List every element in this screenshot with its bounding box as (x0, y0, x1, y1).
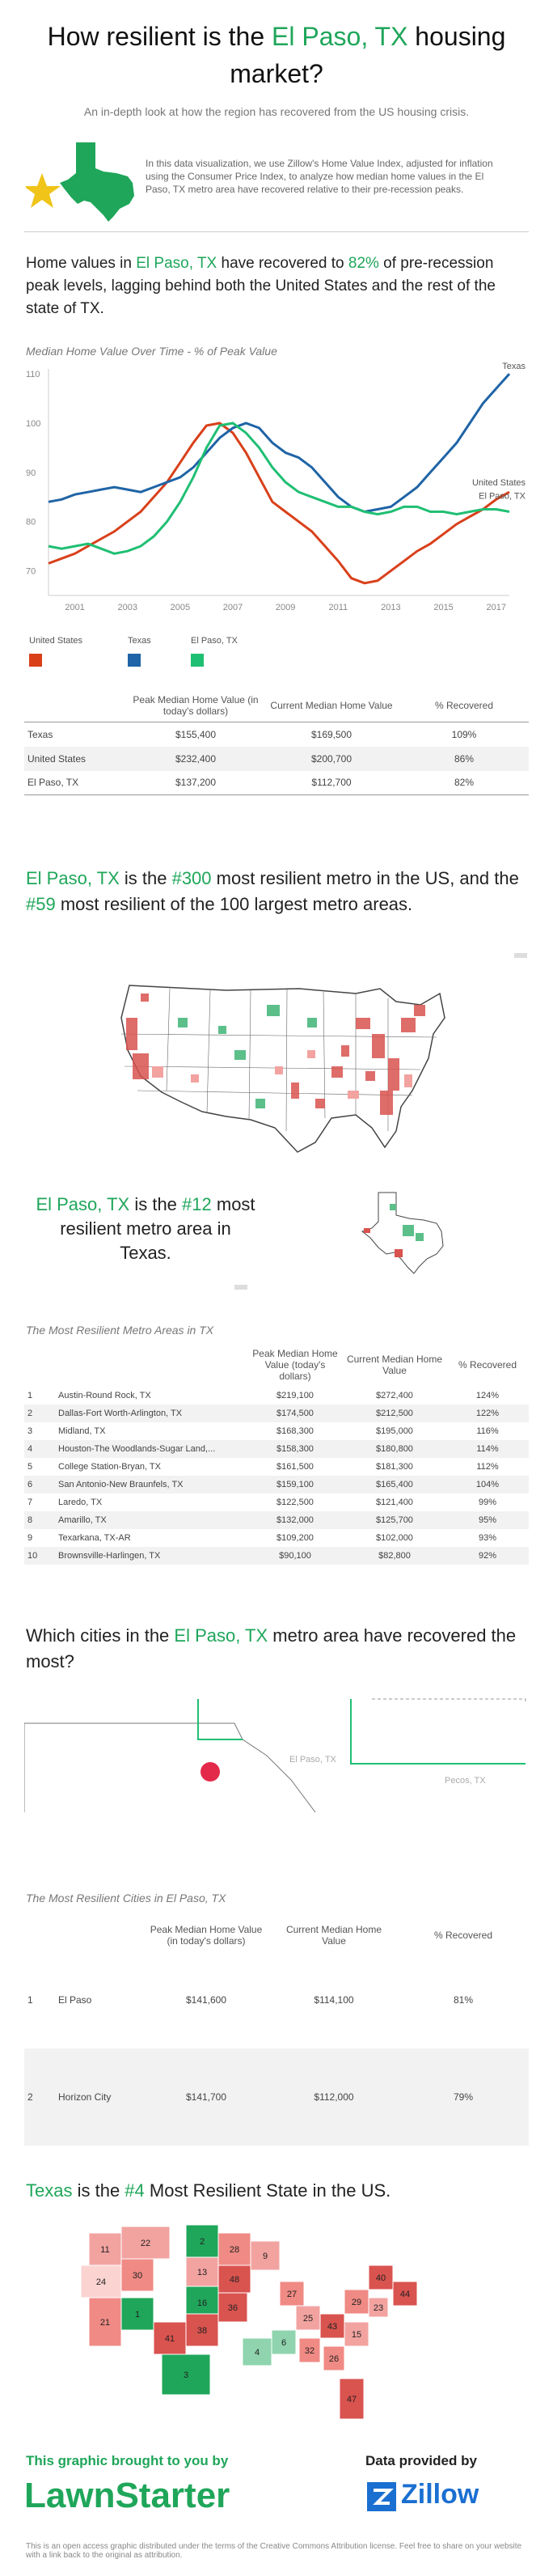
state-rank-label: 38 (196, 2326, 208, 2336)
city-table (24, 1919, 529, 2146)
state-rank-label: 3 (183, 2371, 189, 2380)
state-rank-label: 40 (375, 2273, 386, 2283)
state-rank-label: 13 (196, 2268, 208, 2277)
cell: 1 (27, 1391, 33, 1400)
legend-swatch (191, 654, 204, 667)
cell: $212,500 (376, 1409, 413, 1418)
texas-metro-map[interactable] (346, 1189, 451, 1278)
state-rank-label: 29 (351, 2298, 362, 2307)
col-header: Peak Median Home Value (today's dollars) (252, 1348, 338, 1382)
state-rank-label: 1 (134, 2310, 141, 2320)
legend-item-texas: Texas (128, 636, 151, 667)
state-rank-label: 44 (399, 2290, 411, 2299)
footer-brought: This graphic brought to you by (26, 2453, 229, 2468)
cell: 116% (476, 1426, 499, 1436)
table-row (24, 1405, 529, 1422)
chart-title: Median Home Value Over Time - % of Peak Value (26, 345, 277, 358)
legend-swatch (29, 654, 42, 667)
state-rank-label: 27 (286, 2290, 298, 2299)
cities-heading: Which cities in the El Paso, TX metro area have recovered the most? (26, 1625, 517, 1671)
state-rank-label: 24 (95, 2277, 107, 2287)
table-row: Texas $155,400 $169,500 109% (27, 728, 477, 740)
series-end-label: Texas (502, 362, 526, 372)
zillow-z-icon (367, 2482, 396, 2511)
cell: $82,800 (378, 1551, 411, 1561)
cell: 4 (27, 1444, 33, 1454)
map-label-elpaso: El Paso, TX (289, 1755, 336, 1765)
table-row (24, 1493, 529, 1511)
state-rank-label: 48 (229, 2275, 240, 2285)
y-tick-label: 90 (26, 468, 36, 478)
city-map[interactable] (24, 1691, 529, 1828)
page-title (0, 18, 553, 92)
cell: 5 (27, 1462, 33, 1472)
table-row: United States $232,400 $200,700 86% (24, 747, 529, 771)
metro-name: Austin-Round Rock, TX (58, 1391, 151, 1400)
cell: $181,300 (376, 1462, 413, 1472)
cell: 7 (27, 1498, 33, 1507)
state-rank-label: 26 (328, 2354, 340, 2364)
cell: 6 (27, 1480, 33, 1489)
x-tick-label: 2001 (65, 603, 85, 612)
state-rank-label: 28 (229, 2245, 240, 2255)
y-tick-label: 100 (26, 418, 41, 429)
cell: 8 (27, 1515, 33, 1525)
col-header: % Recovered (433, 1930, 493, 1941)
map-label-pecos: Pecos, TX (445, 1776, 486, 1786)
x-tick-label: 2017 (486, 603, 506, 612)
state-rank-label: 41 (164, 2334, 175, 2344)
metro-name: Midland, TX (58, 1426, 106, 1436)
x-tick-label: 2009 (275, 603, 296, 612)
legend-item-elpaso: El Paso, TX (191, 636, 238, 667)
intro-text: In this data visualization, we use Zillow's Home Value Index, adjusted for inflation using the Consumer Price Index, to analyze how median home values in the El Paso, TX metro area have recovered relative to their pre-recession peaks. (146, 158, 493, 195)
footer-provided: Data provided by (365, 2453, 477, 2468)
cell: 3 (27, 1426, 33, 1436)
cell: $161,500 (276, 1462, 314, 1472)
cell: $174,500 (276, 1409, 314, 1418)
state-rank-label: 11 (100, 2245, 110, 2255)
table-row (24, 1476, 529, 1493)
series-end-label: United States (471, 478, 526, 489)
license-text: This is an open access graphic distributed under the terms of the Creative Commons Attribution license. Feel free to share on your website with a link back to the original as attribution. (26, 2542, 522, 2560)
state-rank-label: 21 (99, 2318, 111, 2328)
state-rank-label: 4 (254, 2348, 260, 2358)
cell: 104% (475, 1480, 500, 1489)
cell: 2 (27, 1409, 33, 1418)
table-row (24, 1440, 529, 1458)
cell: 122% (475, 1409, 500, 1418)
cell: $195,000 (376, 1426, 413, 1436)
series-end-label: El Paso, TX (479, 491, 526, 502)
legend-swatch (128, 654, 141, 667)
state-rank-label: 9 (262, 2252, 268, 2261)
state-rank-label: 47 (346, 2395, 357, 2404)
table2-title: The Most Resilient Metro Areas in TX (26, 1324, 214, 1337)
metro-name: Houston-The Woodlands-Sugar Land,... (58, 1444, 216, 1454)
cell: $109,200 (276, 1533, 314, 1543)
summary-heading: Home values in El Paso, TX have recovered to 82% of pre-recession peak levels, lagging behind both the United States and the rest of the state of TX. (26, 255, 496, 317)
col-header: Current Median Home Value (270, 700, 393, 711)
cell: $121,400 (376, 1498, 413, 1507)
cell: 93% (478, 1533, 497, 1543)
table-row (24, 1458, 529, 1476)
series-line-1 (49, 374, 509, 511)
cell: $272,400 (376, 1391, 413, 1400)
cell: $102,000 (376, 1533, 413, 1543)
cell: 112% (476, 1462, 499, 1472)
col-header: % Recovered (434, 700, 494, 711)
y-tick-label: 70 (26, 566, 36, 577)
col-header: Peak Median Home Value (in today's dollars) (150, 1924, 263, 1947)
cell: 114% (476, 1444, 499, 1454)
cell: $159,100 (276, 1480, 314, 1489)
zillow-logo[interactable]: Zillow (401, 2479, 479, 2510)
cell: 92% (478, 1551, 497, 1561)
state-rank-label: 30 (132, 2271, 143, 2281)
state-rank-label: 16 (196, 2298, 208, 2308)
col-header: Current Median Home Value (346, 1354, 443, 1376)
state-rank-label: 2 (199, 2237, 205, 2247)
table-body (24, 1387, 529, 1565)
x-tick-label: 2007 (222, 603, 243, 612)
x-tick-label: 2005 (170, 603, 191, 612)
y-tick-label: 110 (26, 370, 40, 380)
x-tick-label: 2003 (117, 603, 137, 612)
lawnstarter-logo[interactable]: LawnStarter (24, 2476, 230, 2515)
cell: $122,500 (276, 1498, 314, 1507)
cell: $90,100 (279, 1551, 311, 1561)
divider (24, 231, 529, 232)
texas-metros-table (24, 1343, 529, 1565)
us-rank-heading: El Paso, TX is the #300 most resilient metro in the US, and the #59 most resilient of the 100 largest metro areas. (26, 868, 519, 914)
legend-item-us: United States (29, 636, 82, 667)
table-row: El Paso, TX $137,200 $112,700 82% (24, 771, 529, 795)
expand-handle-icon[interactable] (514, 953, 527, 958)
comparison-table (24, 689, 529, 795)
cell: $125,700 (376, 1515, 413, 1525)
cell: $219,100 (276, 1391, 314, 1400)
table-row (24, 1387, 529, 1405)
title-text-end: housing market? (230, 22, 506, 88)
state-rank-label: 25 (302, 2314, 314, 2324)
title-city: El Paso, TX (272, 22, 408, 51)
metro-name: Dallas-Fort Worth-Arlington, TX (58, 1409, 183, 1418)
cell: 99% (478, 1498, 497, 1507)
y-tick-label: 80 (26, 517, 36, 527)
metro-name: Texarkana, TX-AR (58, 1533, 131, 1543)
state-rank-label: 36 (227, 2303, 239, 2313)
state-rank-label: 32 (304, 2346, 315, 2356)
state-rank-label: 15 (351, 2330, 362, 2340)
title-text: How resilient is the (47, 22, 272, 51)
table-row: 1 El Paso $141,600 $114,100 81% (27, 1994, 474, 2006)
table3-title: The Most Resilient Cities in El Paso, TX (26, 1892, 226, 1904)
cell: 10 (27, 1551, 38, 1561)
metro-name: College Station-Bryan, TX (58, 1462, 161, 1472)
x-tick-label: 2011 (328, 603, 348, 612)
texas-star-icon (26, 136, 147, 225)
cell: $180,800 (376, 1444, 413, 1454)
table-row (24, 1547, 529, 1565)
x-tick-label: 2013 (381, 603, 401, 612)
us-metro-map[interactable] (113, 969, 453, 1163)
table-row (24, 1529, 529, 1547)
metro-name: San Antonio-New Braunfels, TX (58, 1480, 184, 1489)
state-rank-label: 43 (327, 2322, 338, 2332)
cell: 9 (27, 1533, 33, 1543)
table-row (24, 1422, 529, 1440)
state-rank-map[interactable] (65, 2217, 501, 2435)
cell: 124% (475, 1391, 500, 1400)
cell: 95% (478, 1515, 497, 1525)
texas-rank-heading: El Paso, TX is the #12 most resilient metro area in Texas. (36, 1194, 255, 1263)
page-subtitle: An in-depth look at how the region has recovered from the US housing crisis. (83, 105, 470, 118)
metro-name: Laredo, TX (58, 1498, 103, 1507)
state-rank-label: 23 (373, 2303, 384, 2313)
col-header: Current Median Home Value (285, 1924, 382, 1947)
state-rank-label: 22 (140, 2239, 151, 2248)
line-chart (24, 361, 529, 628)
expand-handle-icon[interactable] (234, 1285, 247, 1290)
table-row: 2 Horizon City $141,700 $112,000 79% (24, 2049, 529, 2146)
cell: $168,300 (276, 1426, 314, 1436)
state-rank-label: 6 (281, 2338, 287, 2348)
cell: $165,400 (376, 1480, 413, 1489)
cell: $158,300 (276, 1444, 314, 1454)
col-header: Peak Median Home Value (in today's dollars) (133, 694, 259, 717)
chart-legend (29, 636, 352, 668)
metro-name: Brownsville-Harlingen, TX (58, 1551, 161, 1561)
state-heading: Texas is the #4 Most Resilient State in the US. (26, 2180, 391, 2201)
cell: $132,000 (276, 1515, 314, 1525)
metro-name: Amarillo, TX (58, 1515, 107, 1525)
col-header: % Recovered (458, 1359, 517, 1371)
table-row (24, 1511, 529, 1529)
x-tick-label: 2015 (433, 603, 454, 612)
